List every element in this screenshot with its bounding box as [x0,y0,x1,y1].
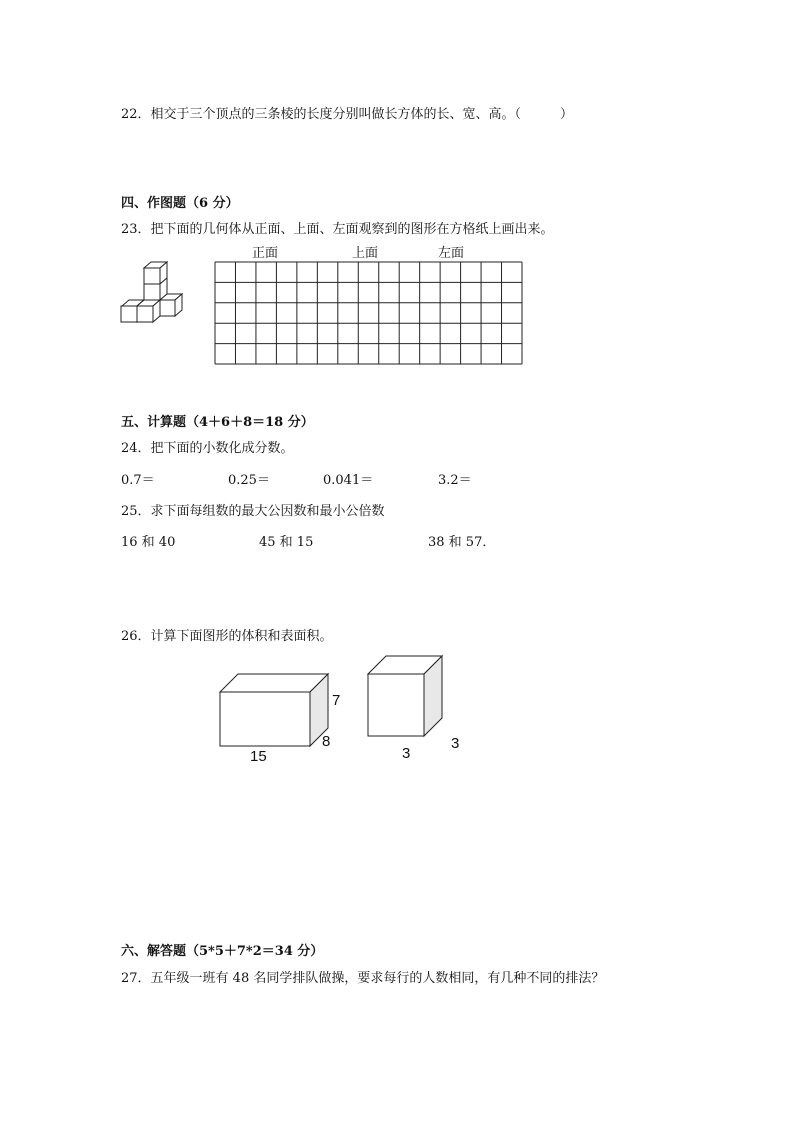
question-25: 25．求下面每组数的最大公因数和最小公倍数 [121,504,385,519]
view-label-front: 正面 [252,246,279,261]
section-4-title: 四、作图题（6 分） [121,196,239,211]
question-27: 27．五年级一班有 48 名同学排队做操，要求每行的人数相同，有几种不同的排法？ [121,971,605,986]
cube-edge-label-b: 3 [451,735,460,752]
decimal-item-2: 0.25＝ [228,473,270,488]
decimal-item-1: 0.7＝ [121,473,155,488]
cube-edge-label-a: 3 [402,745,411,762]
decimal-item-3: 0.041＝ [323,473,374,488]
cuboid-figure [218,672,333,750]
square-grid-paper[interactable] [214,261,523,365]
question-26: 26．计算下面图形的体积和表面积。 [121,629,333,644]
decimal-item-4: 3.2＝ [438,473,472,488]
question-24: 24．把下面的小数化成分数。 [121,441,294,456]
view-label-left: 左面 [438,246,465,261]
cuboid-length-label: 15 [250,748,267,765]
number-pair-3: 38 和 57． [428,535,496,550]
question-23: 23．把下面的几何体从正面、上面、左面观察到的图形在方格纸上画出来。 [121,222,554,237]
cuboid-height-label: 7 [332,692,341,709]
stacked-cubes-figure [116,260,191,330]
view-label-top: 上面 [352,246,379,261]
question-22: 22．相交于三个顶点的三条棱的长度分别叫做长方体的长、宽、高。（ ） [121,107,574,122]
section-5-title: 五、计算题（4＋6＋8＝18 分） [121,415,314,430]
number-pair-1: 16 和 40 [121,535,176,550]
number-pair-2: 45 和 15 [259,535,314,550]
cube-figure [366,654,444,738]
cuboid-width-label: 8 [322,733,331,750]
section-6-title: 六、解答题（5*5＋7*2＝34 分） [121,944,324,959]
